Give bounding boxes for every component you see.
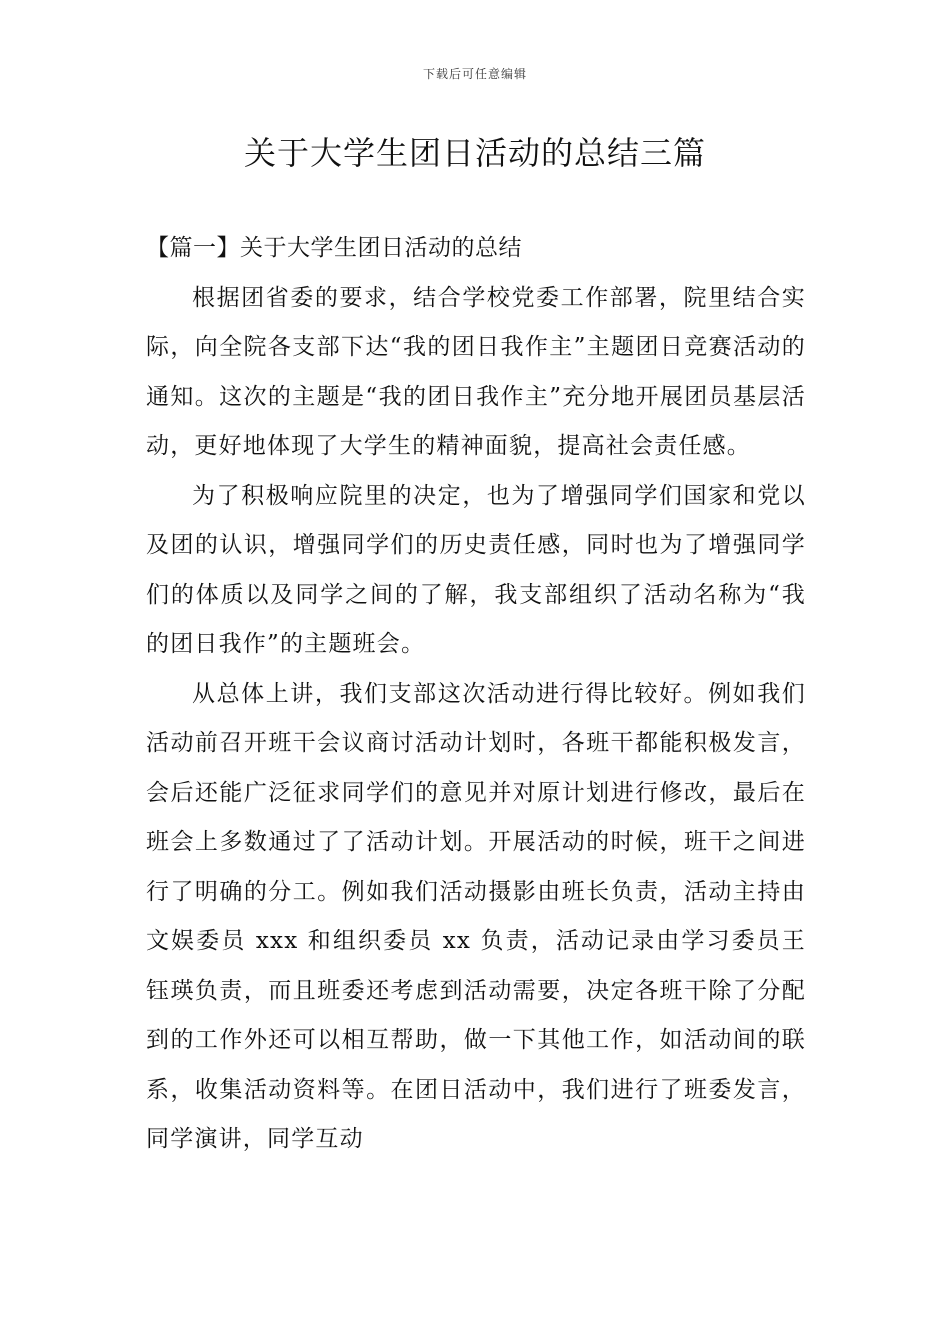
document-title: 关于大学生团日活动的总结三篇 <box>243 134 706 172</box>
document-body <box>146 224 806 1165</box>
paragraph-2: 为了积极响应院里的决定，也为了增强同学们国家和党以及团的认识，增强同学们的历史责任感，同时也为了增强同学们的体质以及同学之间的了解，我支部组织了活动名称为“我的团日我作”的主题班会。 <box>146 482 806 657</box>
paragraph-3: 从总体上讲，我们支部这次活动进行得比较好。例如我们活动前召开班干会议商讨活动计划时，各班干都能积极发言，会后还能广泛征求同学们的意见并对原计划进行修改，最后在班会上多数通过了了活动计划。开展活动的时候，班干之间进行了明确的分工。例如我们活动摄影由班长负责，活动主持由文娱委员 xxx 和组织委员 xx 负责，活动记录由学习委员王钰瑛负责，而且班委还考虑到活动需要，决定各班干除了分配到的工作外还可以相互帮助，做一下其他工作，如活动间的联系，收集活动资料等。在团日活动中，我们进行了班委发言，同学演讲，同学互动 <box>146 680 806 1152</box>
section-heading: 【篇一】关于大学生团日活动的总结 <box>146 235 522 261</box>
header-note: 下载后可任意编辑 <box>422 67 527 81</box>
paragraph-1: 根据团省委的要求，结合学校党委工作部署，院里结合实际，向全院各支部下达“我的团日我作主”主题团日竞赛活动的通知。这次的主题是“我的团日我作主”充分地开展团员基层活动，更好地体现了大学生的精神面貌，提高社会责任感。 <box>146 284 806 459</box>
